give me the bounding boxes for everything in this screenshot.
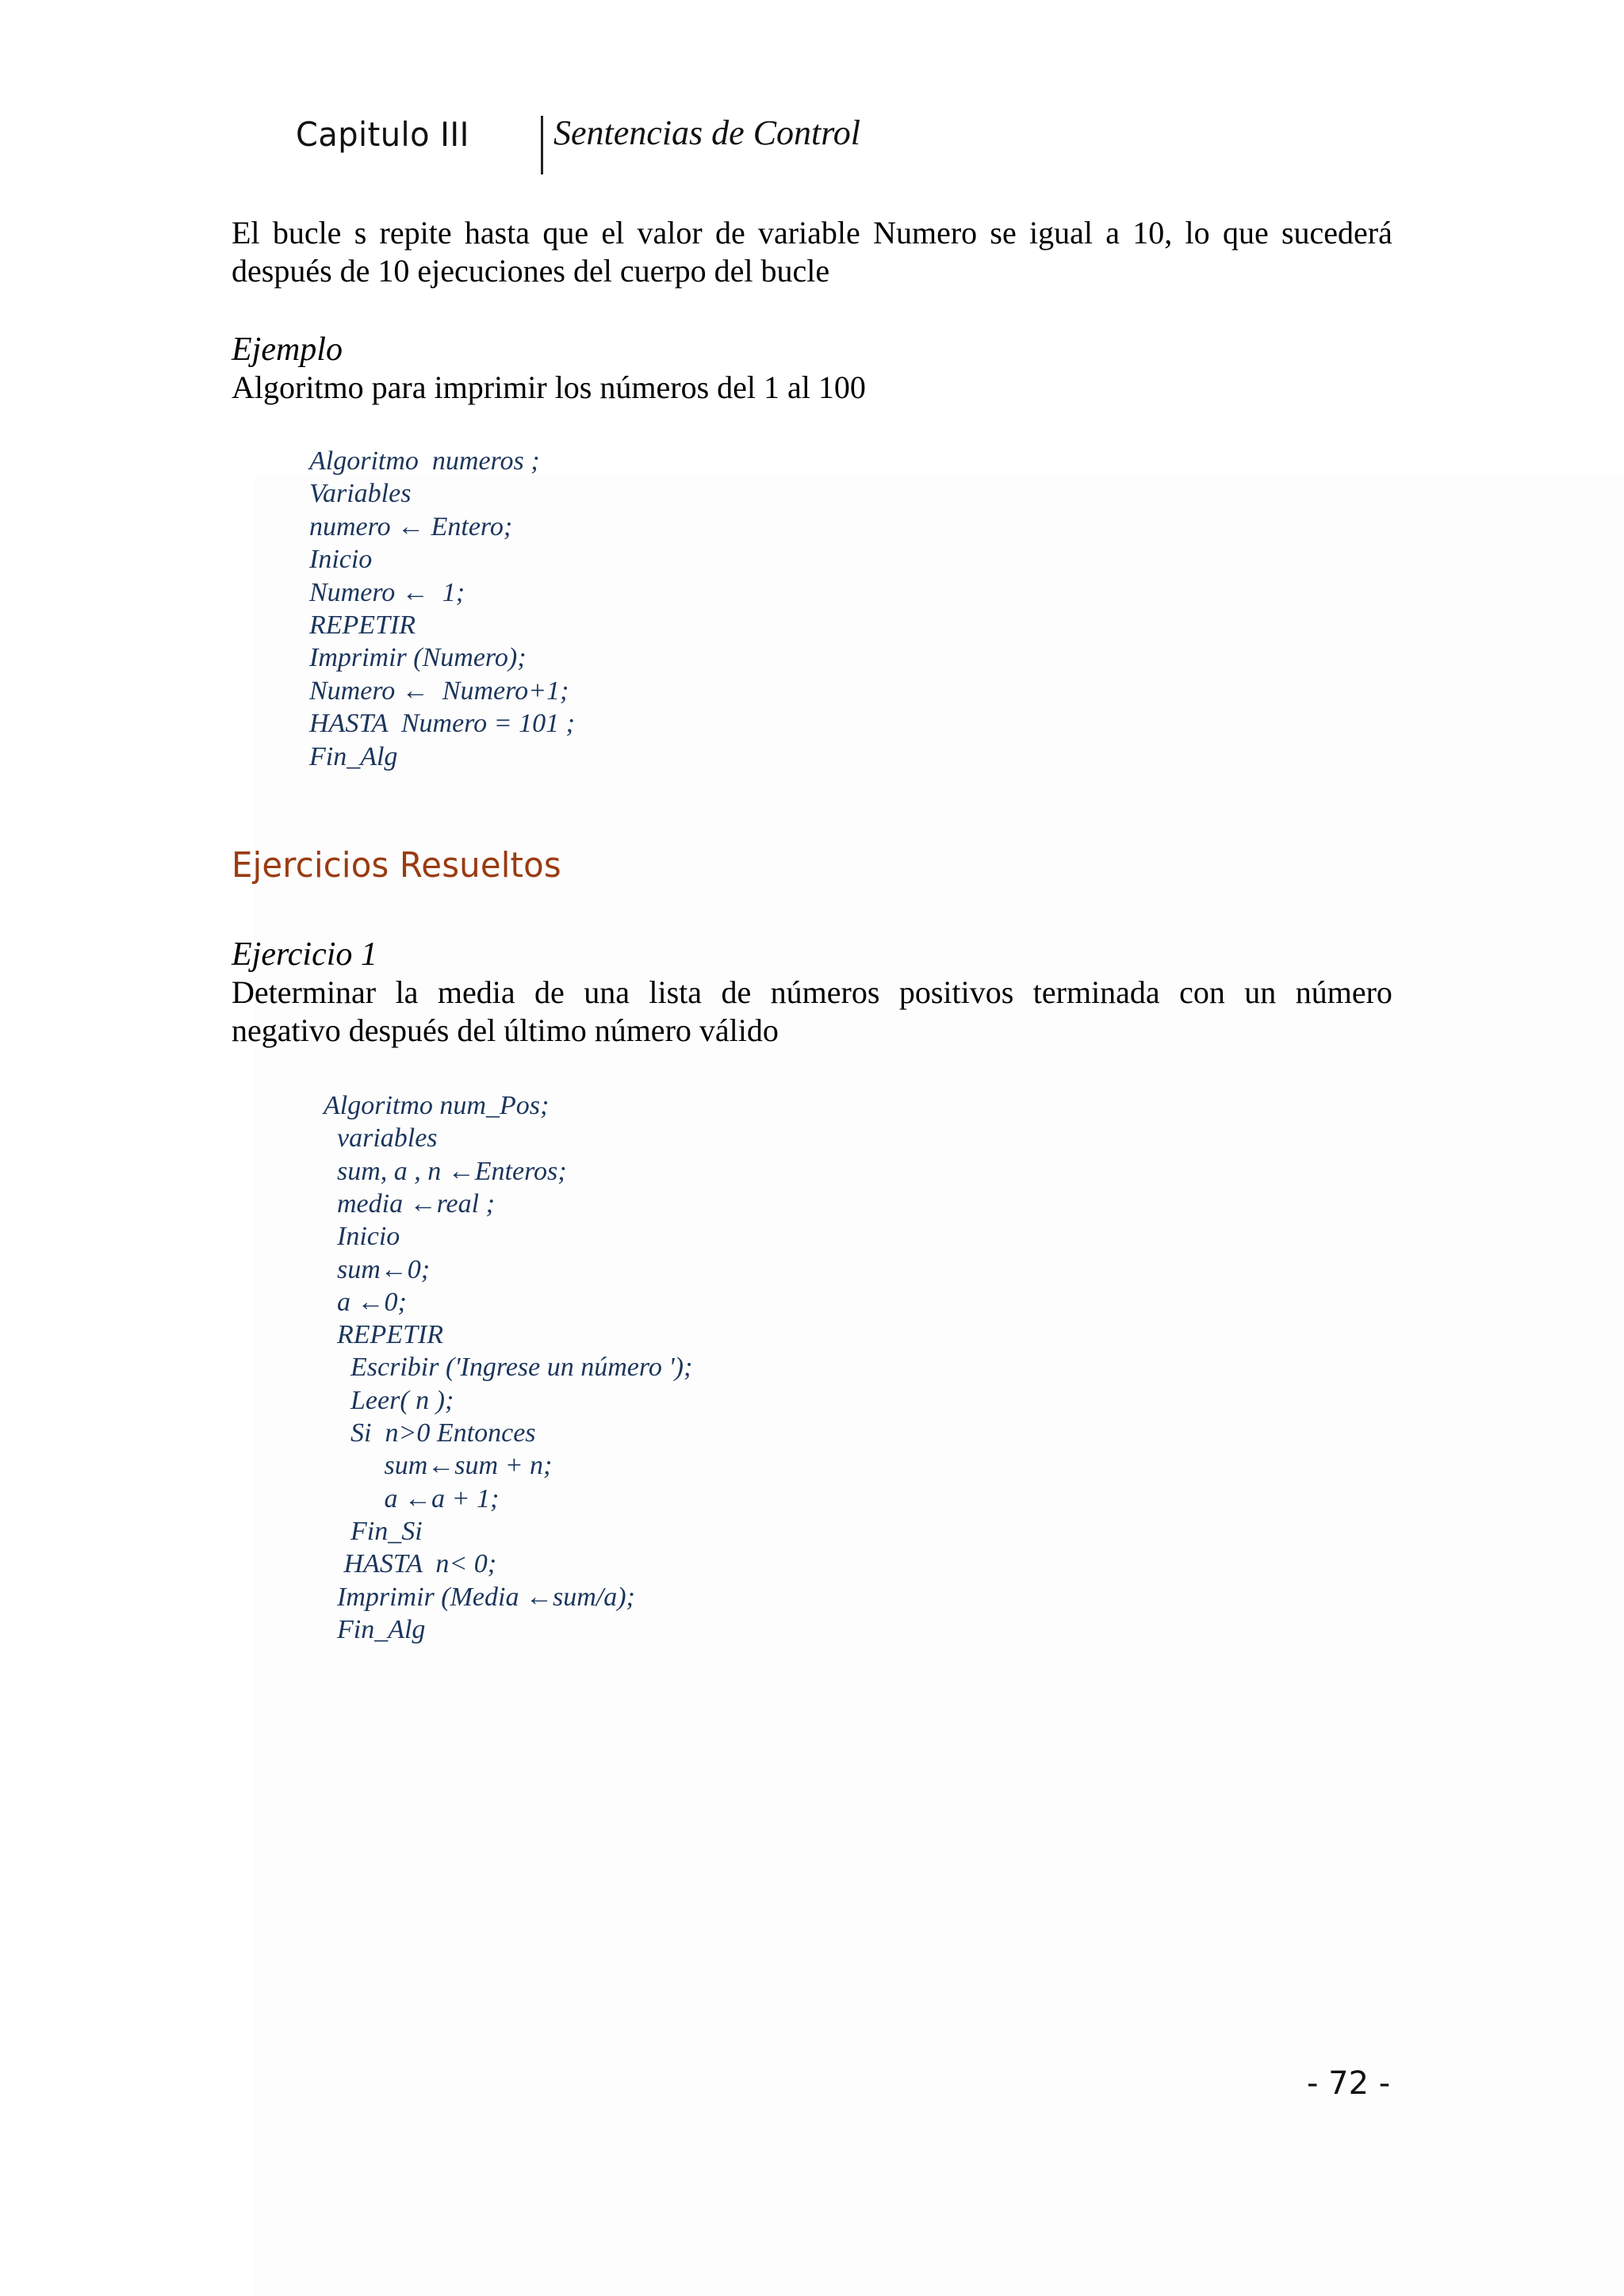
word: s bbox=[354, 215, 367, 251]
word: el bbox=[601, 215, 625, 251]
word: bucle bbox=[272, 215, 342, 251]
word: que bbox=[1222, 215, 1269, 251]
word: número bbox=[1295, 974, 1392, 1010]
exercise-1-line-2: negativo después del último número válido bbox=[232, 1012, 779, 1048]
exercise-1-heading: Ejercicio 1 bbox=[232, 936, 377, 973]
code-line: Imprimir (Media ←sum/a); bbox=[324, 1582, 635, 1612]
code-line: sum←sum + n; bbox=[324, 1451, 553, 1481]
code-line: Fin_Alg bbox=[309, 741, 398, 771]
code-line: numero ← Entero; bbox=[309, 511, 513, 541]
code-line: Numero ← Numero+1; bbox=[309, 675, 569, 706]
intro-line-1 bbox=[232, 214, 1392, 252]
word: con bbox=[1179, 974, 1225, 1010]
word: que bbox=[542, 215, 589, 251]
intro-paragraph bbox=[232, 214, 1392, 290]
code-line: Inicio bbox=[324, 1222, 400, 1252]
code-line: Leer( n ); bbox=[324, 1385, 454, 1415]
word: hasta bbox=[464, 215, 530, 251]
exercise-1-line-1 bbox=[232, 974, 1392, 1012]
word: se bbox=[990, 215, 1017, 251]
code-line: sum←0; bbox=[324, 1254, 431, 1284]
word: de bbox=[534, 974, 565, 1010]
word: Determinar bbox=[232, 974, 377, 1010]
code-line: Fin_Si bbox=[324, 1516, 423, 1546]
word: lo bbox=[1185, 215, 1210, 251]
code-line: REPETIR bbox=[309, 610, 416, 640]
word: 10, bbox=[1132, 215, 1173, 251]
code-line: Numero ← 1; bbox=[309, 577, 465, 607]
page-background bbox=[254, 476, 1624, 2296]
code-line: HASTA n< 0; bbox=[324, 1549, 497, 1579]
word: El bbox=[232, 215, 260, 251]
word: positivos bbox=[898, 974, 1014, 1010]
code-line: REPETIR bbox=[324, 1320, 444, 1350]
word: de bbox=[714, 215, 745, 251]
word: lista bbox=[649, 974, 703, 1010]
word: igual bbox=[1029, 215, 1093, 251]
word: repite bbox=[379, 215, 452, 251]
example-description bbox=[232, 369, 1392, 407]
code-line: Si n>0 Entonces bbox=[324, 1418, 536, 1448]
chapter-label: Capitulo III bbox=[296, 115, 469, 154]
word: de bbox=[721, 974, 752, 1010]
page-number: - 72 - bbox=[1307, 2065, 1391, 2102]
word: terminada bbox=[1032, 974, 1160, 1010]
code-line: Imprimir (Numero); bbox=[309, 643, 527, 673]
exercise-1-description bbox=[232, 974, 1392, 1050]
word: Numero bbox=[873, 215, 978, 251]
word: la bbox=[395, 974, 419, 1010]
word: sucederá bbox=[1281, 215, 1392, 251]
example-heading: Ejemplo bbox=[232, 331, 343, 368]
intro-line-2: después de 10 ejecuciones del cuerpo del bucle bbox=[232, 253, 830, 289]
code-line: Inicio bbox=[309, 545, 373, 575]
section-title: Ejercicios Resueltos bbox=[232, 845, 561, 886]
code-line: Escribir ('Ingrese un número '); bbox=[324, 1353, 693, 1383]
section-label: Sentencias de Control bbox=[553, 113, 860, 152]
code-line: sum, a , n ←Enteros; bbox=[324, 1156, 567, 1186]
code-line: media ←real ; bbox=[324, 1188, 495, 1219]
header-divider bbox=[541, 116, 543, 174]
word: variable bbox=[757, 215, 860, 251]
code-line: a ←a + 1; bbox=[324, 1483, 500, 1513]
code-line: variables bbox=[324, 1123, 438, 1154]
word: números bbox=[770, 974, 880, 1010]
code-line: Algoritmo numeros ; bbox=[309, 446, 540, 476]
word: a bbox=[1105, 215, 1120, 251]
code-line: HASTA Numero = 101 ; bbox=[309, 709, 575, 739]
word: valor bbox=[637, 215, 703, 251]
code-line: Fin_Alg bbox=[324, 1614, 426, 1644]
word: una bbox=[584, 974, 630, 1010]
word: un bbox=[1244, 974, 1277, 1010]
code-line: Variables bbox=[309, 479, 412, 509]
word: media bbox=[437, 974, 515, 1010]
code-line: Algoritmo num_Pos; bbox=[324, 1091, 550, 1120]
example-description-text: Algoritmo para imprimir los números del 1 al 100 bbox=[232, 369, 866, 405]
code-line: a ←0; bbox=[324, 1287, 407, 1317]
